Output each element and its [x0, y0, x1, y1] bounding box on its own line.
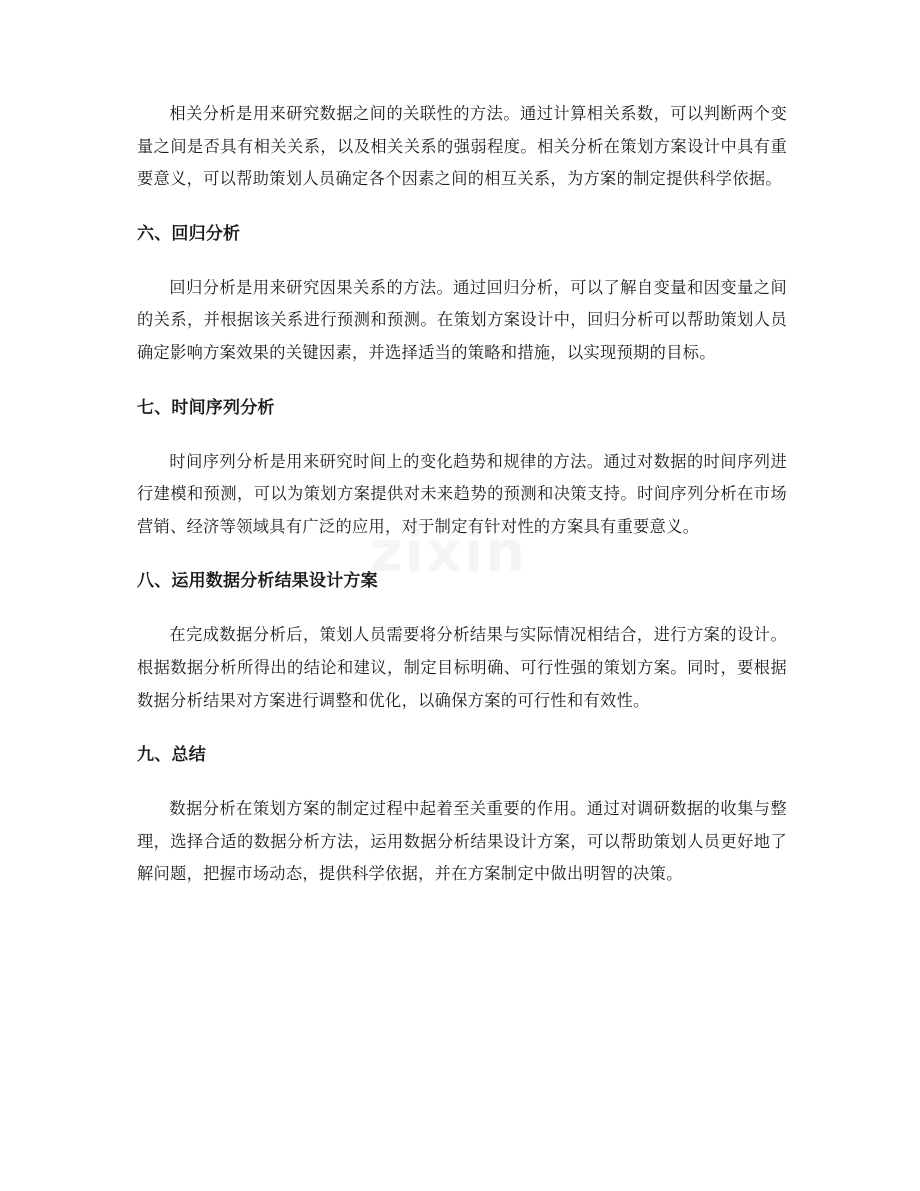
intro-paragraph: 相关分析是用来研究数据之间的关联性的方法。通过计算相关系数，可以判断两个变量之间是否具有相关关系，以及相关关系的强弱程度。相关分析在策划方案设计中具有重要意义，可以帮助策划人员确定各个因素之间的相互关系，为方案的制定提供科学依据。	[137, 104, 787, 189]
section-paragraph-regression: 回归分析是用来研究因果关系的方法。通过回归分析，可以了解自变量和因变量之间的关系，并根据该关系进行预测和预测。在策划方案设计中，回归分析可以帮助策划人员确定影响方案效果的关键因素，并选择适当的策略和措施，以实现预期的目标。	[137, 277, 787, 362]
section-heading-summary: 九、总结	[137, 745, 206, 766]
section-heading-regression: 六、回归分析	[137, 223, 241, 244]
watermark: zixin	[370, 520, 527, 585]
section-paragraph-design: 在完成数据分析后，策划人员需要将分析结果与实际情况相结合，进行方案的设计。根据数据分析所得出的结论和建议，制定目标明确、可行性强的策划方案。同时，要根据数据分析结果对方案进行调整和优化，以确保方案的可行性和有效性。	[137, 625, 787, 710]
section-heading-time-series: 七、时间序列分析	[137, 397, 275, 418]
section-paragraph-time-series: 时间序列分析是用来研究时间上的变化趋势和规律的方法。通过对数据的时间序列进行建模和预测，可以为策划方案提供对未来趋势的预测和决策支持。时间序列分析在市场营销、经济等领域具有广泛的应用，对于制定有针对性的方案具有重要意义。	[137, 451, 787, 536]
section-heading-design: 八、运用数据分析结果设计方案	[137, 571, 378, 592]
document-page	[137, 98, 787, 891]
section-paragraph-summary: 数据分析在策划方案的制定过程中起着至关重要的作用。通过对调研数据的收集与整理，选择合适的数据分析方法，运用数据分析结果设计方案，可以帮助策划人员更好地了解问题，把握市场动态，提供科学依据，并在方案制定中做出明智的决策。	[137, 799, 787, 884]
